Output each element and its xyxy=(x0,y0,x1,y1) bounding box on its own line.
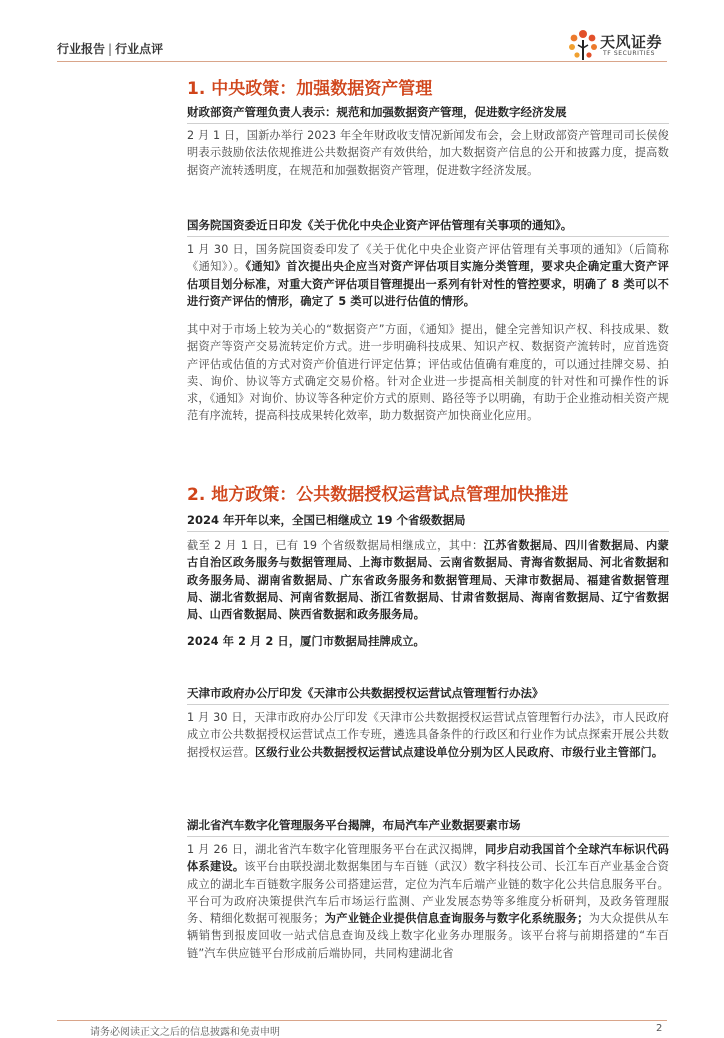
category-label: 行业报告 xyxy=(57,42,106,56)
section-title-1: 1. 中央政策：加强数据资产管理 xyxy=(187,79,433,99)
paragraph-xiamen-data-bureau xyxy=(187,633,669,650)
subheading-divider xyxy=(187,531,669,532)
paragraph-tianjin-measures xyxy=(187,709,669,761)
subheading-divider xyxy=(187,123,669,124)
subheading-finance-ministry: 财政部资产管理负责人表示：规范和加强数据资产管理，促进数字经济发展 xyxy=(187,105,567,119)
text-run: 1 月 30 日，国务院国资委印发了《关于优化中央企业资产评估管理有关事项的通知》（后简称《通知》）。 xyxy=(187,243,669,274)
subheading-provincial-data-bureaus: 2024 年开年以来，全国已相继成立 19 个省级数据局 xyxy=(187,513,466,527)
footer-divider xyxy=(57,1020,667,1021)
report-category xyxy=(57,40,163,57)
text-run: 1 月 26 日，湖北省汽车数字化管理服务平台在武汉揭牌， xyxy=(187,843,486,856)
section-title-2: 2. 地方政策：公共数据授权运营试点管理加快推进 xyxy=(187,485,569,505)
subcategory-label: 行业点评 xyxy=(115,42,164,56)
logo-chinese-name: 天风证券 xyxy=(600,33,663,51)
paragraph-finance-ministry xyxy=(187,127,669,179)
disclaimer-notice: 请务必阅读正文之后的信息披露和免责申明 xyxy=(90,1027,280,1038)
paragraph-provincial-data-bureaus xyxy=(187,537,669,623)
paragraph-sasac-notice xyxy=(187,241,669,310)
page-number: 2 xyxy=(656,1023,663,1034)
flower-icon xyxy=(566,26,600,62)
paragraph-data-assets xyxy=(187,321,669,425)
header-separator: | xyxy=(108,42,113,56)
subheading-divider xyxy=(187,704,669,705)
subheading-divider xyxy=(187,236,669,237)
tf-securities-logo xyxy=(566,26,676,62)
paragraph-hubei-auto-platform xyxy=(187,841,669,962)
subheading-hubei-auto-platform: 湖北省汽车数字化管理服务平台揭牌，布局汽车产业数据要素市场 xyxy=(187,818,521,832)
text-run: 为大众提供从车辆销售到报废回收一站式信息查询及线上数字化业务办理服务。该平台将与前期搭建的“车百链”汽车供应链平台形成前后端协同，共同构建湖北省 xyxy=(187,912,669,960)
text-run: 2 月 1 日，国新办举行 2023 年全年财政收支情况新闻发布会，会上财政部资产管理司司长侯俊明表示鼓励依法依规推进公共数据资产有效供给，加大数据资产信息的公开和披露力度，提高数据资产流转透明度，在规范和加强数据资产管理，促进数字经济发展。 xyxy=(187,129,669,177)
subheading-divider xyxy=(187,836,669,837)
text-run: 其中对于市场上较为关心的“数据资产”方面，《通知》提出，健全完善知识产权、科技成果、数据资产等资产交易流转定价方式。进一步明确科技成果、知识产权、数据资产流转时，应首选资产评估或估值的方式对资产价值进行评定估算；评估或估值确有难度的，可以通过挂牌交易、拍卖、询价、协议等方式确定交易价格。针对企业进一步提高相关制度的针对性和可操作性的诉求，《通知》对询价、协议等各种定价方式的原则、路径等予以明确，有助于企业推动相关资产规范有序流转，提高科技成果转化效率，助力数据资产加快商业化应用。 xyxy=(187,323,669,423)
text-run-bold: 江苏省数据局、四川省数据局、内蒙古自治区政务服务与数据管理局、上海市数据局、云南省数据局、青海省数据局、河北省数据和政务服务局、湖南省数据局、广东省政务服务和数据管理局、天津市数据局、福建省数据管理局、湖北省数据局、河南省数据局、浙江省数据局、甘肃省数据局、海南省数据局、辽宁省数据局、山西省数据局、陕西省数据和政务服务局。 xyxy=(187,539,669,622)
text-run-bold: 《通知》首次提出央企应当对资产评估项目实施分类管理，要求央企确定重大资产评估项目划分标准，对重大资产评估项目管理提出一系列有针对性的管控要求，明确了 8 类可以不进行资产评估的情形，确定了 5 类可以进行估值的情形。 xyxy=(187,260,669,308)
text-run-bold: 区级行业公共数据授权运营试点建设单位分别为区人民政府、市级行业主管部门。 xyxy=(255,745,664,759)
text-run: 1 月 30 日，天津市政府办公厅印发《天津市公共数据授权运营试点管理暂行办法》，市人民政府成立市公共数据授权运营试点工作专班，遴选具备条件的行政区和行业作为试点探索开展公共数据授权运营。 xyxy=(187,711,669,759)
header-divider xyxy=(57,61,667,62)
subheading-sasac-notice: 国务院国资委近日印发《关于优化中央企业资产评估管理有关事项的通知》。 xyxy=(187,218,573,232)
text-run: 截至 2 月 1 日，已有 19 个省级数据局相继成立，其中： xyxy=(187,539,484,552)
text-run-bold: 2024 年 2 月 2 日，厦门市数据局挂牌成立。 xyxy=(187,635,425,648)
subheading-tianjin-measures: 天津市政府办公厅印发《天津市公共数据授权运营试点管理暂行办法》 xyxy=(187,686,544,700)
text-run-bold: 同步启动我国首个全球汽车标识代码体系建设。 xyxy=(187,843,670,874)
text-run-bold: 为产业链企业提供信息查询服务与数字化系统服务； xyxy=(324,912,589,926)
text-run: 该平台由联投湖北数据集团与车百链（武汉）数字科技公司、长江车百产业基金合资成立的湖北车百链数字服务公司搭建运营，定位为汽车后端产业链的数字化公共信息服务平台。平台可为政府决策提供汽车后市场运行监测、产业发展态势等多维度分析研判，及政务管理服务、精细化数据可视服务； xyxy=(187,860,669,926)
logo-english-name: TF SECURITIES xyxy=(603,50,655,57)
